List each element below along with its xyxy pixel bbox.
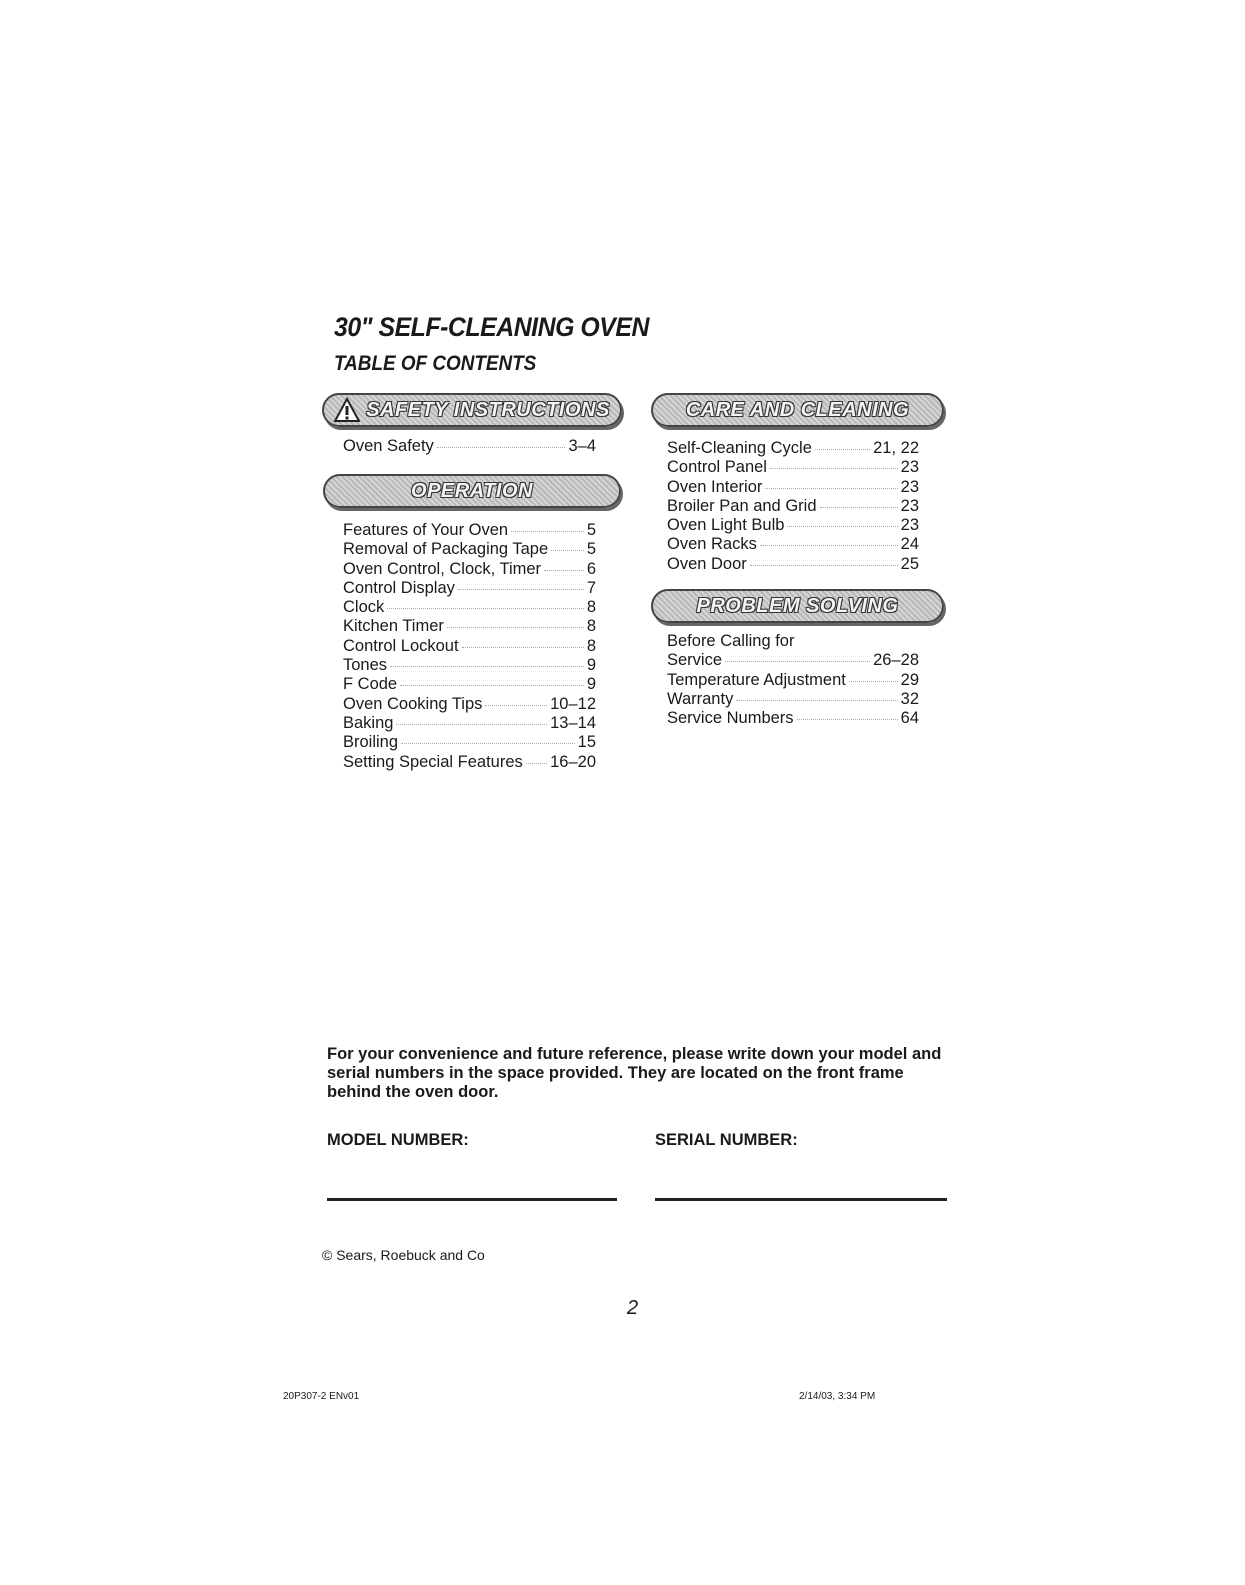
toc-page: 64 [900,709,919,728]
care-list [667,439,919,574]
toc-title: Service [667,651,723,670]
toc-page: 6 [586,559,596,578]
operation-heading: OPERATION [411,479,533,502]
toc-title: Broiler Pan and Grid [667,496,817,515]
toc-title: Oven Racks [667,535,757,554]
toc-row [667,671,919,690]
model-number-label: MODEL NUMBER: [327,1131,469,1149]
toc-row [667,535,919,554]
toc-title: Control Lockout [343,636,459,655]
page-title: 30" SELF-CLEANING OVEN [334,312,649,342]
toc-page: 8 [586,598,596,617]
toc-page: 21, 22 [873,439,919,457]
toc-page: 9 [586,675,596,694]
toc-page: 16–20 [550,752,596,771]
toc-row [343,617,596,636]
toc-title: Oven Safety [343,437,434,455]
toc-row [343,753,596,772]
toc-title: F Code [343,675,398,694]
toc-row [667,458,919,477]
toc-row [667,555,919,574]
toc-page: 8 [586,617,596,636]
problem-list [667,632,919,728]
operation-list [343,521,596,772]
toc-page: 23 [900,496,919,515]
toc-page: 23 [900,458,919,477]
toc-page: 7 [586,578,596,597]
toc-page: 23 [900,516,919,535]
toc-row [667,651,919,670]
toc-page: 13–14 [550,713,596,732]
toc-page: 10–12 [550,694,596,713]
toc-title: Temperature Adjustment [667,670,846,689]
problem-before-line: Before Calling for [667,632,795,650]
toc-page: 26–28 [873,651,919,670]
toc-row [667,497,919,516]
toc-row [667,478,919,497]
copyright: © Sears, Roebuck and Co [322,1247,485,1263]
problem-heading: PROBLEM SOLVING [696,594,899,617]
toc-row [667,516,919,535]
problem-banner [651,589,944,623]
toc-page: 8 [586,636,596,655]
safety-list [343,437,596,456]
toc-row [343,521,596,540]
page-subtitle: TABLE OF CONTENTS [334,352,537,375]
toc-title: Kitchen Timer [343,617,444,636]
toc-title: Tones [343,656,388,675]
toc-page: 5 [586,540,596,559]
safety-heading: SAFETY INSTRUCTIONS [366,398,610,421]
toc-title: Removal of Packaging Tape [343,540,549,559]
toc-page: 3–4 [568,437,596,455]
toc-title: Features of Your Oven [343,521,509,539]
toc-page: 25 [900,554,919,573]
toc-title: Self-Cleaning Cycle [667,439,812,457]
toc-title: Clock [343,598,385,617]
toc-page: 24 [900,535,919,554]
toc-title: Oven Light Bulb [667,516,785,535]
toc-title: Oven Cooking Tips [343,694,483,713]
page-number: 2 [627,1297,639,1319]
toc-row [667,439,919,458]
toc-title: Control Panel [667,458,767,477]
footer-code: 20P307-2 ENv01 [283,1391,360,1402]
toc-title: Setting Special Features [343,752,523,771]
toc-title: Oven Door [667,554,747,573]
serial-number-line[interactable] [655,1198,947,1201]
toc-row [343,637,596,656]
safety-banner [322,393,622,427]
toc-page: 9 [586,656,596,675]
toc-title: Baking [343,713,394,732]
toc-title: Oven Control, Clock, Timer [343,559,542,578]
toc-row [343,714,596,733]
toc-page: 23 [900,477,919,496]
serial-number-label: SERIAL NUMBER: [655,1131,798,1149]
toc-page: 15 [577,733,596,752]
toc-row [343,579,596,598]
toc-row [667,690,919,709]
toc-row [343,695,596,714]
toc-row [343,437,596,456]
toc-title: Control Display [343,578,455,597]
toc-title: Service Numbers [667,709,794,728]
note-text: For your convenience and future reference, please write down your model and serial numbers in the space provided. They are located on the front frame behind the oven door. [327,1045,942,1101]
care-banner [651,393,944,427]
toc-row [343,656,596,675]
toc-row [343,675,596,694]
operation-banner [323,474,621,508]
toc-title: Oven Interior [667,477,763,496]
toc-row [343,598,596,617]
toc-row [667,709,919,728]
toc-row [343,540,596,559]
warning-triangle-icon [334,397,360,423]
toc-row [343,733,596,752]
toc-title: Warranty [667,689,734,708]
toc-page: 32 [900,689,919,708]
toc-page: 29 [900,670,919,689]
toc-page: 5 [586,521,596,539]
toc-title: Broiling [343,733,399,752]
footer-date: 2/14/03, 3:34 PM [799,1391,876,1402]
model-number-line[interactable] [327,1198,617,1201]
care-heading: CARE AND CLEANING [685,398,910,421]
toc-row [343,560,596,579]
